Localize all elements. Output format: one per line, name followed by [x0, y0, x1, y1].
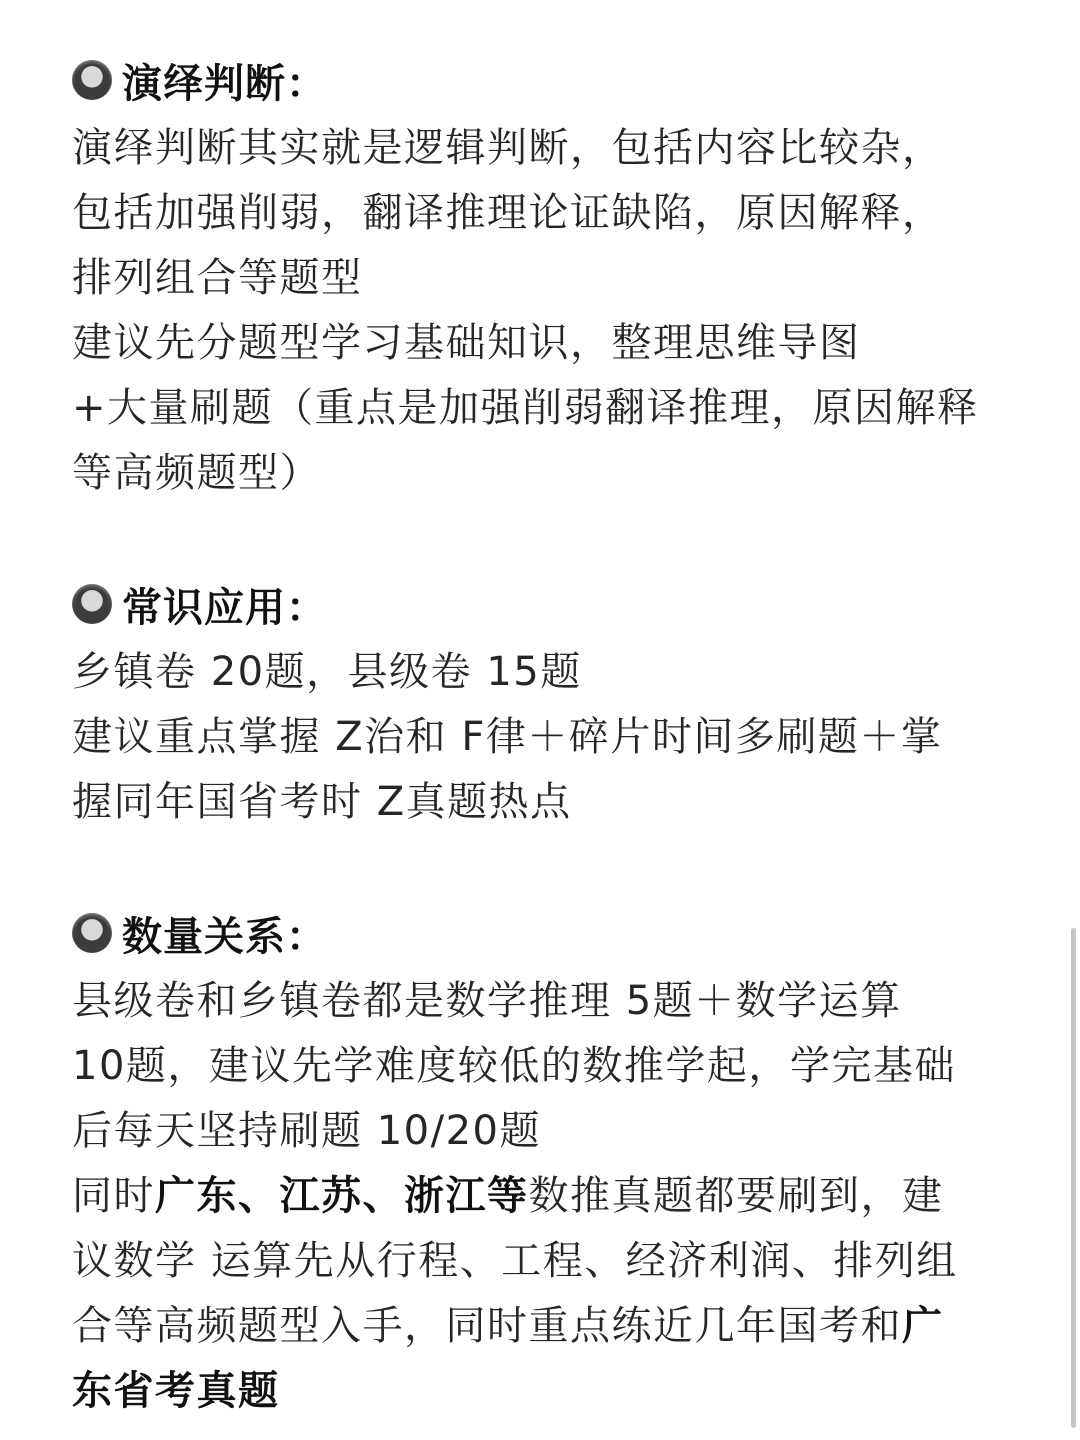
- scrollbar[interactable]: [1071, 928, 1076, 1428]
- paragraph-line: 后每天坚持刷题 10/20题: [72, 1108, 541, 1154]
- paragraph-line: 等高频题型）: [72, 450, 321, 496]
- radio-circle-icon: [72, 60, 112, 100]
- paragraph-line: 包括加强削弱，翻译推理论证缺陷，原因解释，: [72, 190, 944, 236]
- section-heading: [72, 44, 1012, 116]
- paragraph-line: +大量刷题（重点是加强削弱翻译推理，原因解释: [72, 385, 979, 431]
- paragraph-line: [72, 1294, 1012, 1359]
- section-quantitative-relations: [72, 897, 1012, 1424]
- section-common-knowledge: [72, 568, 1012, 835]
- paragraph-line: 握同年国省考时 Z真题热点: [72, 779, 572, 825]
- paragraph-line: 县级卷和乡镇卷都是数学推理 5题＋数学运算: [72, 978, 902, 1024]
- article-content: [72, 44, 1012, 1424]
- section-heading: [72, 568, 1012, 640]
- radio-circle-icon: [72, 913, 112, 953]
- radio-circle-icon: [72, 584, 112, 624]
- text-run: 同时: [72, 1173, 155, 1219]
- bold-provinces: 广东、江苏、浙江等: [155, 1173, 529, 1219]
- paragraph-line: 10题，建议先学难度较低的数推学起，学完基础: [72, 1043, 956, 1089]
- paragraph-line: 演绎判断其实就是逻辑判断，包括内容比较杂，: [72, 125, 944, 171]
- paragraph-line-bold: 东省考真题: [72, 1368, 280, 1414]
- paragraph-line: 建议先分题型学习基础知识，整理思维导图: [72, 320, 861, 366]
- heading-text: 演绎判断：: [122, 60, 327, 107]
- paragraph-line: 乡镇卷 20题，县级卷 15题: [72, 649, 582, 695]
- text-run: 合等高频题型入手，同时重点练近几年国考和: [72, 1303, 902, 1349]
- section-heading: [72, 897, 1012, 969]
- heading-text: 数量关系：: [122, 913, 327, 960]
- section-deductive-reasoning: [72, 44, 1012, 506]
- text-run: 数推真题都要刷到，建: [528, 1173, 944, 1219]
- paragraph-line: [72, 1164, 1012, 1229]
- heading-text: 常识应用：: [122, 584, 327, 631]
- paragraph-line: 议数学 运算先从行程、工程、经济利润、排列组: [72, 1238, 958, 1284]
- bold-text: 广: [902, 1303, 944, 1349]
- paragraph-line: 排列组合等题型: [72, 255, 363, 301]
- paragraph-line: 建议重点掌握 Z治和 F律＋碎片时间多刷题＋掌: [72, 714, 943, 760]
